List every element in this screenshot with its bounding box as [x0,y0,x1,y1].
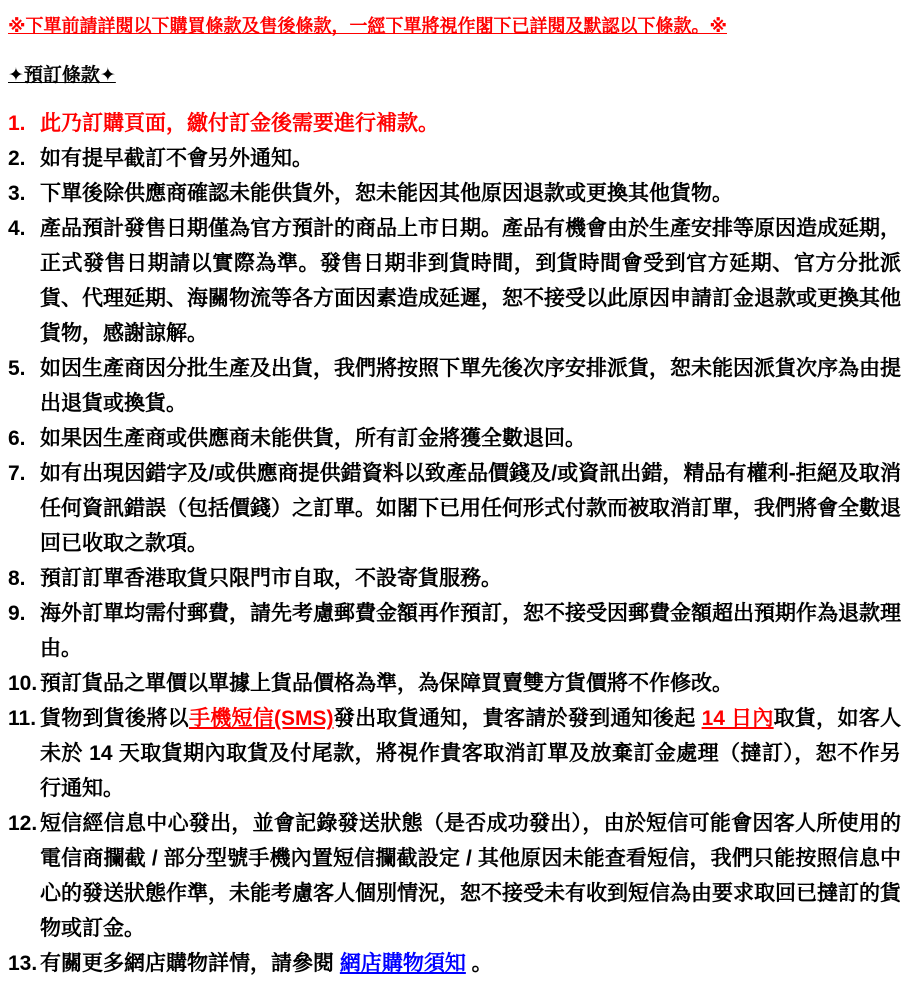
term-item-8 [8,561,901,596]
term-number: 5. [8,357,26,380]
term-item-9 [8,596,901,666]
term-item-5 [8,351,901,421]
term-text: 貨物到貨後將以手機短信(SMS)發出取貨通知，貴客請於發到通知後起 14 日內取貨，如客人未於 14 天取貨期內取貨及付尾款，將視作貴客取消訂單及放棄訂金處理（撻訂），恕不作另行通知。 [40,707,902,800]
term-text: 如因生產商因分批生產及出貨，我們將按照下單先後次序安排派貨，恕未能因派貨次序為由提出退貨或換貨。 [40,357,901,415]
term-item-12 [8,806,901,946]
term-number: 6. [8,427,26,450]
pickup-deadline-highlight: 14 日內 [701,707,774,730]
term-text: 下單後除供應商確認未能供貨外，恕未能因其他原因退款或更換其他貨物。 [40,182,733,205]
term-number: 2. [8,147,26,170]
term-number: 8. [8,567,26,590]
store-shopping-notice-link[interactable]: 網店購物須知 [339,952,466,975]
term-text: 如果因生產商或供應商未能供貨，所有訂金將獲全數退回。 [40,427,586,450]
term-text: 預訂訂單香港取貨只限門市自取，不設寄貨服務。 [40,567,502,590]
term-text: 海外訂單均需付郵費，請先考慮郵費金額再作預訂，恕不接受因郵費金額超出預期作為退款理由。 [40,602,901,660]
term-text: 短信經信息中心發出，並會記錄發送狀態（是否成功發出），由於短信可能會因客人所使用的電信商攔截 / 部分型號手機內置短信攔截設定 / 其他原因未能查看短信，我們只能按照信息中心的發送狀態作準，未能考慮客人個別情況，恕不接受未有收到短信為由要求取回已撻訂的貨物或訂金。 [40,812,901,940]
term-text: 如有提早截訂不會另外通知。 [40,147,313,170]
term-item-13 [8,946,901,981]
term-number: 4. [8,217,26,240]
term-text: 產品預計發售日期僅為官方預計的商品上市日期。產品有機會由於生產安排等原因造成延期，正式發售日期請以實際為準。發售日期非到貨時間，到貨時間會受到官方延期、官方分批派貨、代理延期、海關物流等各方面因素造成延遲，恕不接受以此原因申請訂金退款或更換其他貨物，感謝諒解。 [40,217,901,345]
term-number: 10. [8,672,38,695]
term-number: 3. [8,182,26,205]
sms-highlight: 手機短信(SMS) [188,707,334,730]
term-text: 預訂貨品之單價以單據上貨品價格為準，為保障買賣雙方貨價將不作修改。 [40,672,733,695]
term-item-6 [8,421,901,456]
term-text: 有關更多網店購物詳情，請參閱 網店購物須知 。 [40,952,493,975]
term-text: 此乃訂購頁面，繳付訂金後需要進行補款。 [40,112,439,135]
term-number: 13. [8,952,38,975]
term-number: 7. [8,462,26,485]
term-item-10 [8,666,901,701]
term-number: 12. [8,812,38,835]
term-number: 11. [8,707,37,730]
term-item-1 [8,106,901,141]
term-number: 9. [8,602,26,625]
term-item-3 [8,176,901,211]
term-item-7 [8,456,901,561]
term-number: 1. [8,112,26,135]
term-item-11 [8,701,901,806]
term-text: 如有出現因錯字及/或供應商提供錯資料以致產品價錢及/或資訊出錯，精品有權利-拒絕及取消任何資訊錯誤（包括價錢）之訂單。如閣下已用任何形式付款而被取消訂單，我們將會全數退回已收取之款項。 [40,462,901,555]
section-title-preorder-terms: ✦預訂條款✦ [8,65,116,86]
term-item-2 [8,141,901,176]
term-item-4 [8,211,901,351]
purchase-notice-title: ※下單前請詳閱以下購買條款及售後條款，一經下單將視作閣下已詳閱及默認以下條款。※ [8,16,727,36]
terms-list [8,106,901,981]
